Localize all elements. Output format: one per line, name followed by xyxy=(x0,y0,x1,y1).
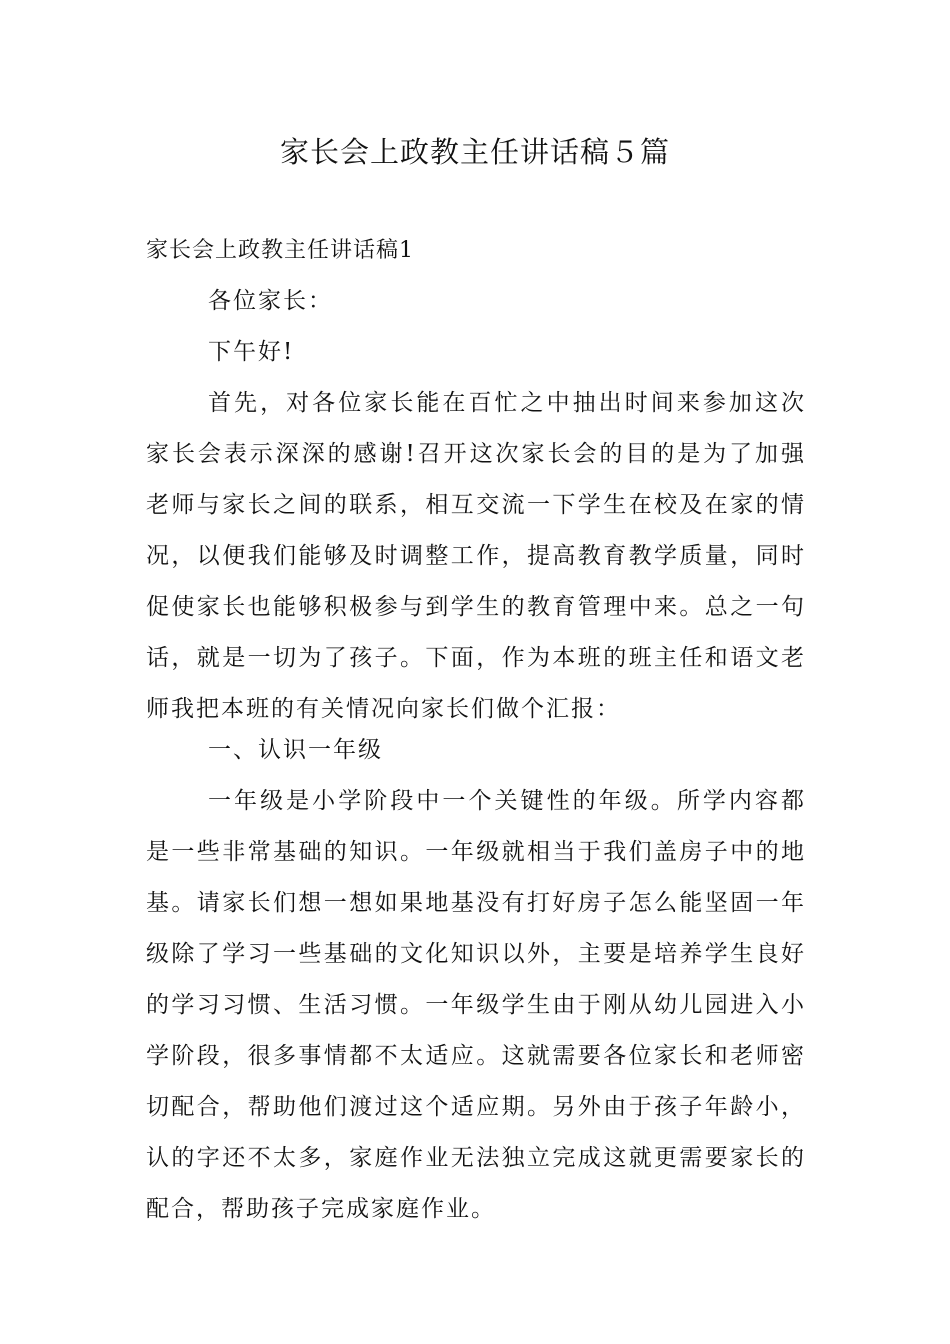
subheading-first-grade: 一、认识一年级 xyxy=(208,737,383,763)
body-paragraph-first-grade: 一年级是小学阶段中一个关键性的年级。所学内容都是一些非常基础的知识。一年级就相当于我们盖房子中的地基。请家长们想一想如果地基没有打好房子怎么能坚固一年级除了学习一些基础的文化知识以外，主要是培养学生良好的学习习惯、生活习惯。一年级学生由于刚从幼儿园进入小学阶段，很多事情都不太适应。这就需要各位家长和老师密切配合，帮助他们渡过这个适应期。另外由于孩子年龄小，认的字还不太多，家庭作业无法独立完成这就更需要家长的配合，帮助孩子完成家庭作业。 xyxy=(146,788,806,1222)
section-title: 家长会上政教主任讲话稿1 xyxy=(146,238,414,263)
document-title: 家长会上政教主任讲话稿５篇 xyxy=(279,135,670,169)
body-paragraph-intro: 首先，对各位家长能在百忙之中抽出时间来参加这次家长会表示深深的感谢!召开这次家长会的目的是为了加强老师与家长之间的联系，相互交流一下学生在校及在家的情况，以便我们能够及时调整工作，提高教育教学质量，同时促使家长也能够积极参与到学生的教育管理中来。总之一句话，就是一切为了孩子。下面，作为本班的班主任和语文老师我把本班的有关情况向家长们做个汇报： xyxy=(146,390,806,722)
greeting-line: 各位家长： xyxy=(208,288,333,314)
salutation-line: 下午好! xyxy=(208,339,295,365)
